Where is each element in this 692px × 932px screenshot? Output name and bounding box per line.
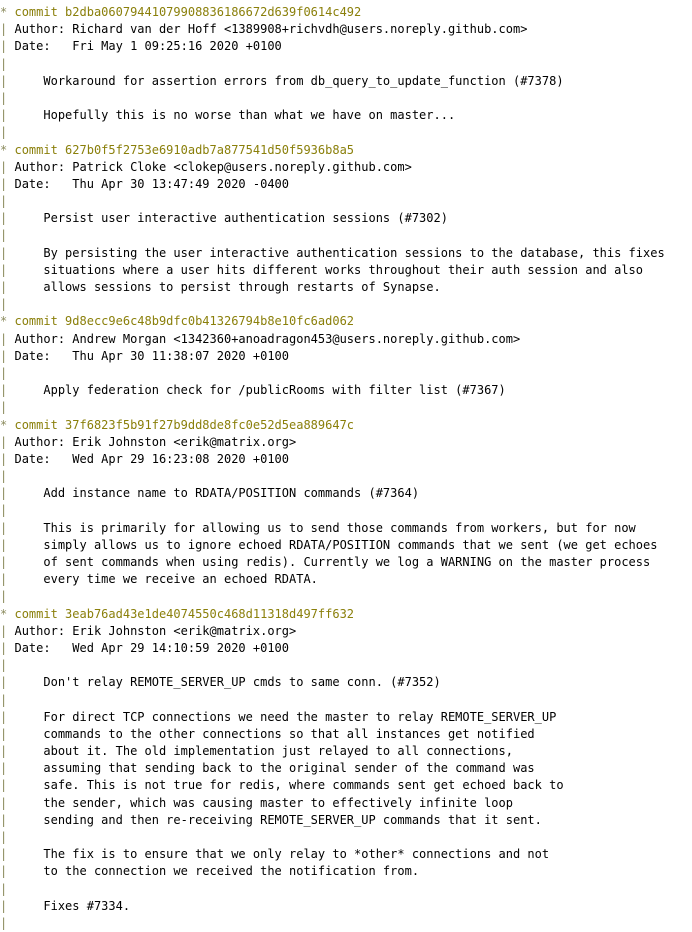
graph-gutter: | xyxy=(0,744,8,759)
log-row xyxy=(0,846,692,863)
gutter-space xyxy=(7,796,14,810)
commit-meta-line: Author: Erik Johnston <erik@matrix.org> xyxy=(14,623,297,638)
gutter-space xyxy=(7,57,14,71)
commit-message-line: sending and then re-receiving REMOTE_SERVER_UP commands that it sent. xyxy=(14,812,542,827)
commit-header-row xyxy=(0,4,692,21)
log-row xyxy=(0,348,692,365)
log-row xyxy=(0,38,692,55)
commit-message-line: of sent commands when using redis). Currently we log a WARNING on the master process xyxy=(14,555,651,569)
graph-gutter: | xyxy=(0,451,8,466)
graph-gutter: | xyxy=(0,108,8,123)
commit-message-line: safe. This is not true for redis, where commands sent get echoed back to xyxy=(14,778,564,793)
graph-gutter: | xyxy=(0,881,8,896)
commit-message-line: By persisting the user interactive authentication sessions to the database, this fixes xyxy=(14,245,665,260)
log-row xyxy=(0,21,692,38)
graph-commit-marker: * xyxy=(0,606,8,621)
graph-gutter: | xyxy=(0,159,8,174)
graph-gutter: | xyxy=(0,864,8,879)
log-row xyxy=(0,588,692,605)
commit-meta-line: Date: Thu Apr 30 13:47:49 2020 -0400 xyxy=(14,176,290,191)
log-row xyxy=(0,760,692,777)
log-row xyxy=(0,863,692,880)
log-row xyxy=(0,520,692,537)
commit-message-line: every time we receive an echoed RDATA. xyxy=(14,572,318,587)
commit-meta-line: Author: Andrew Morgan <1342360+anoadragon453@users.noreply.github.com> xyxy=(14,331,521,346)
log-row xyxy=(0,56,692,73)
gutter-space xyxy=(7,916,14,930)
commit-hash-line: commit 3eab76ad43e1de4074550c468d11318d497ff632 xyxy=(14,606,355,621)
graph-gutter: | xyxy=(0,555,8,569)
graph-gutter: | xyxy=(0,125,8,140)
graph-gutter: | xyxy=(0,709,8,724)
log-row xyxy=(0,434,692,451)
commit-message-line: Don't relay REMOTE_SERVER_UP cmds to same conn. (#7352) xyxy=(14,675,441,690)
commit-header-row xyxy=(0,142,692,159)
graph-gutter: | xyxy=(0,211,8,226)
log-row xyxy=(0,331,692,348)
graph-commit-marker: * xyxy=(0,5,8,19)
commit-message-line: allows sessions to persist through restarts of Synapse. xyxy=(14,280,441,294)
gutter-space xyxy=(7,125,14,139)
graph-gutter: | xyxy=(0,830,8,844)
log-row xyxy=(0,812,692,829)
commit-message-line: Add instance name to RDATA/POSITION commands (#7364) xyxy=(14,486,420,501)
commit-meta-line: Author: Erik Johnston <erik@matrix.org> xyxy=(14,434,297,449)
log-row xyxy=(0,262,692,279)
graph-gutter: | xyxy=(0,56,8,71)
log-row xyxy=(0,399,692,416)
log-row xyxy=(0,90,692,107)
commit-message-line: For direct TCP connections we need the master to relay REMOTE_SERVER_UP xyxy=(14,709,557,724)
log-row xyxy=(0,382,692,399)
commit-message-line: simply allows us to ignore echoed RDATA/POSITION commands that we sent (we get echoes xyxy=(14,537,658,552)
log-row xyxy=(0,743,692,760)
log-row xyxy=(0,502,692,519)
commit-message-line: Persist user interactive authentication sessions (#7302) xyxy=(14,211,448,226)
graph-gutter: | xyxy=(0,400,8,415)
log-row xyxy=(0,898,692,915)
graph-gutter: | xyxy=(0,537,8,552)
commit-meta-line: Date: Thu Apr 30 11:38:07 2020 +0100 xyxy=(14,348,290,363)
commit-message-line: Fixes #7334. xyxy=(14,898,131,913)
log-row xyxy=(0,657,692,674)
graph-gutter: | xyxy=(0,365,8,380)
graph-gutter: | xyxy=(0,658,8,673)
log-row xyxy=(0,537,692,554)
graph-gutter: | xyxy=(0,589,8,604)
graph-gutter: | xyxy=(0,194,8,209)
log-row xyxy=(0,176,692,193)
gutter-space xyxy=(7,744,14,758)
commit-header-row xyxy=(0,313,692,330)
graph-gutter: | xyxy=(0,228,8,243)
graph-gutter: | xyxy=(0,898,8,913)
graph-gutter: | xyxy=(0,176,8,191)
commit-message-line: the sender, which was causing master to effectively infinite loop xyxy=(14,795,513,810)
commit-message-line: situations where a user hits different works throughout their auth session and also xyxy=(14,262,644,277)
log-row xyxy=(0,915,692,932)
log-row xyxy=(0,245,692,262)
log-row xyxy=(0,451,692,468)
gutter-space xyxy=(7,228,14,242)
graph-gutter: | xyxy=(0,73,8,88)
log-row xyxy=(0,210,692,227)
graph-gutter: | xyxy=(0,812,8,827)
commit-header-row xyxy=(0,417,692,434)
log-row xyxy=(0,279,692,296)
gutter-space xyxy=(7,297,14,311)
commit-hash-line: commit 627b0f5f2753e6910adb7a877541d50f5936b8a5 xyxy=(14,142,355,157)
graph-gutter: | xyxy=(0,623,8,638)
graph-gutter: | xyxy=(0,331,8,346)
commit-message-line: Workaround for assertion errors from db_query_to_update_function (#7378) xyxy=(14,73,564,88)
commit-hash-line: commit 9d8ecc9e6c48b9dfc0b41326794b8e10fc6ad062 xyxy=(14,314,355,329)
log-row xyxy=(0,554,692,571)
commit-meta-line: Date: Wed Apr 29 14:10:59 2020 +0100 xyxy=(14,640,290,655)
log-row xyxy=(0,227,692,244)
graph-gutter: | xyxy=(0,726,8,741)
graph-gutter: | xyxy=(0,795,8,810)
gutter-space xyxy=(7,589,14,603)
log-row xyxy=(0,485,692,502)
gutter-space xyxy=(7,847,14,861)
gutter-space xyxy=(7,91,14,105)
log-row xyxy=(0,124,692,141)
log-row xyxy=(0,73,692,90)
graph-gutter: | xyxy=(0,383,8,398)
graph-gutter: | xyxy=(0,915,8,930)
log-row xyxy=(0,777,692,794)
graph-gutter: | xyxy=(0,90,8,105)
commit-message-line: assuming that sending back to the original sender of the command was xyxy=(14,761,535,776)
graph-gutter: | xyxy=(0,469,8,484)
gutter-space xyxy=(7,882,14,896)
gutter-space xyxy=(7,830,14,844)
gutter-space xyxy=(7,366,14,380)
graph-gutter: | xyxy=(0,245,8,260)
gutter-space xyxy=(7,864,14,878)
gutter-space xyxy=(7,503,14,517)
gutter-space xyxy=(7,761,14,775)
commit-message-line: The fix is to ensure that we only relay to *other* connections and not xyxy=(14,847,550,862)
graph-commit-marker: * xyxy=(0,417,8,432)
graph-gutter: | xyxy=(0,761,8,776)
graph-gutter: | xyxy=(0,847,8,862)
graph-gutter: | xyxy=(0,39,8,54)
graph-gutter: | xyxy=(0,675,8,690)
graph-gutter: | xyxy=(0,297,8,312)
commit-meta-line: Date: Fri May 1 09:25:16 2020 +0100 xyxy=(14,39,282,54)
commit-header-row xyxy=(0,606,692,623)
graph-gutter: | xyxy=(0,22,8,37)
log-row xyxy=(0,881,692,898)
commit-meta-line: Author: Richard van der Hoff <1389908+richvdh@users.noreply.github.com> xyxy=(14,22,528,37)
graph-gutter: | xyxy=(0,778,8,793)
graph-gutter: | xyxy=(0,348,8,363)
gutter-space xyxy=(7,778,14,792)
log-row xyxy=(0,296,692,313)
commit-meta-line: Date: Wed Apr 29 16:23:08 2020 +0100 xyxy=(14,451,290,466)
log-row xyxy=(0,829,692,846)
gutter-space xyxy=(7,813,14,827)
commit-message-line: This is primarily for allowing us to send those commands from workers, but for now xyxy=(14,520,636,535)
commit-hash-line: commit 37f6823f5b91f27b9dd8de8fc0e52d5ea889647c xyxy=(14,417,355,432)
graph-gutter: | xyxy=(0,520,8,535)
graph-gutter: | xyxy=(0,572,8,587)
log-row xyxy=(0,692,692,709)
log-row xyxy=(0,571,692,588)
log-row xyxy=(0,193,692,210)
graph-commit-marker: * xyxy=(0,142,8,157)
graph-gutter: | xyxy=(0,262,8,277)
gutter-space xyxy=(7,693,14,707)
log-row xyxy=(0,709,692,726)
gutter-space xyxy=(7,658,14,672)
commit-message-line: Hopefully this is no worse than what we have on master... xyxy=(14,108,456,123)
gutter-space xyxy=(7,194,14,208)
commit-message-line: about it. The old implementation just relayed to all connections, xyxy=(14,744,513,759)
log-row xyxy=(0,795,692,812)
log-row xyxy=(0,726,692,743)
log-row xyxy=(0,623,692,640)
log-row xyxy=(0,674,692,691)
graph-gutter: | xyxy=(0,640,8,655)
commit-message-line: Apply federation check for /publicRooms with filter list (#7367) xyxy=(14,383,506,398)
commit-message-line: to the connection we received the notification from. xyxy=(14,864,420,879)
gutter-space xyxy=(7,899,14,913)
commit-message-line: commands to the other connections so that all instances get notified xyxy=(14,726,535,741)
log-row xyxy=(0,365,692,382)
commit-hash-line: commit b2dba06079441079908836186672d639f0614c492 xyxy=(14,5,362,19)
graph-gutter: | xyxy=(0,692,8,707)
commit-meta-line: Author: Patrick Cloke <clokep@users.noreply.github.com> xyxy=(14,159,412,174)
graph-gutter: | xyxy=(0,486,8,501)
gutter-space xyxy=(7,469,14,483)
log-row xyxy=(0,159,692,176)
log-row xyxy=(0,640,692,657)
graph-gutter: | xyxy=(0,280,8,294)
log-row xyxy=(0,107,692,124)
graph-gutter: | xyxy=(0,434,8,449)
gutter-space xyxy=(7,400,14,414)
graph-gutter: | xyxy=(0,503,8,518)
graph-commit-marker: * xyxy=(0,314,8,329)
log-row xyxy=(0,468,692,485)
